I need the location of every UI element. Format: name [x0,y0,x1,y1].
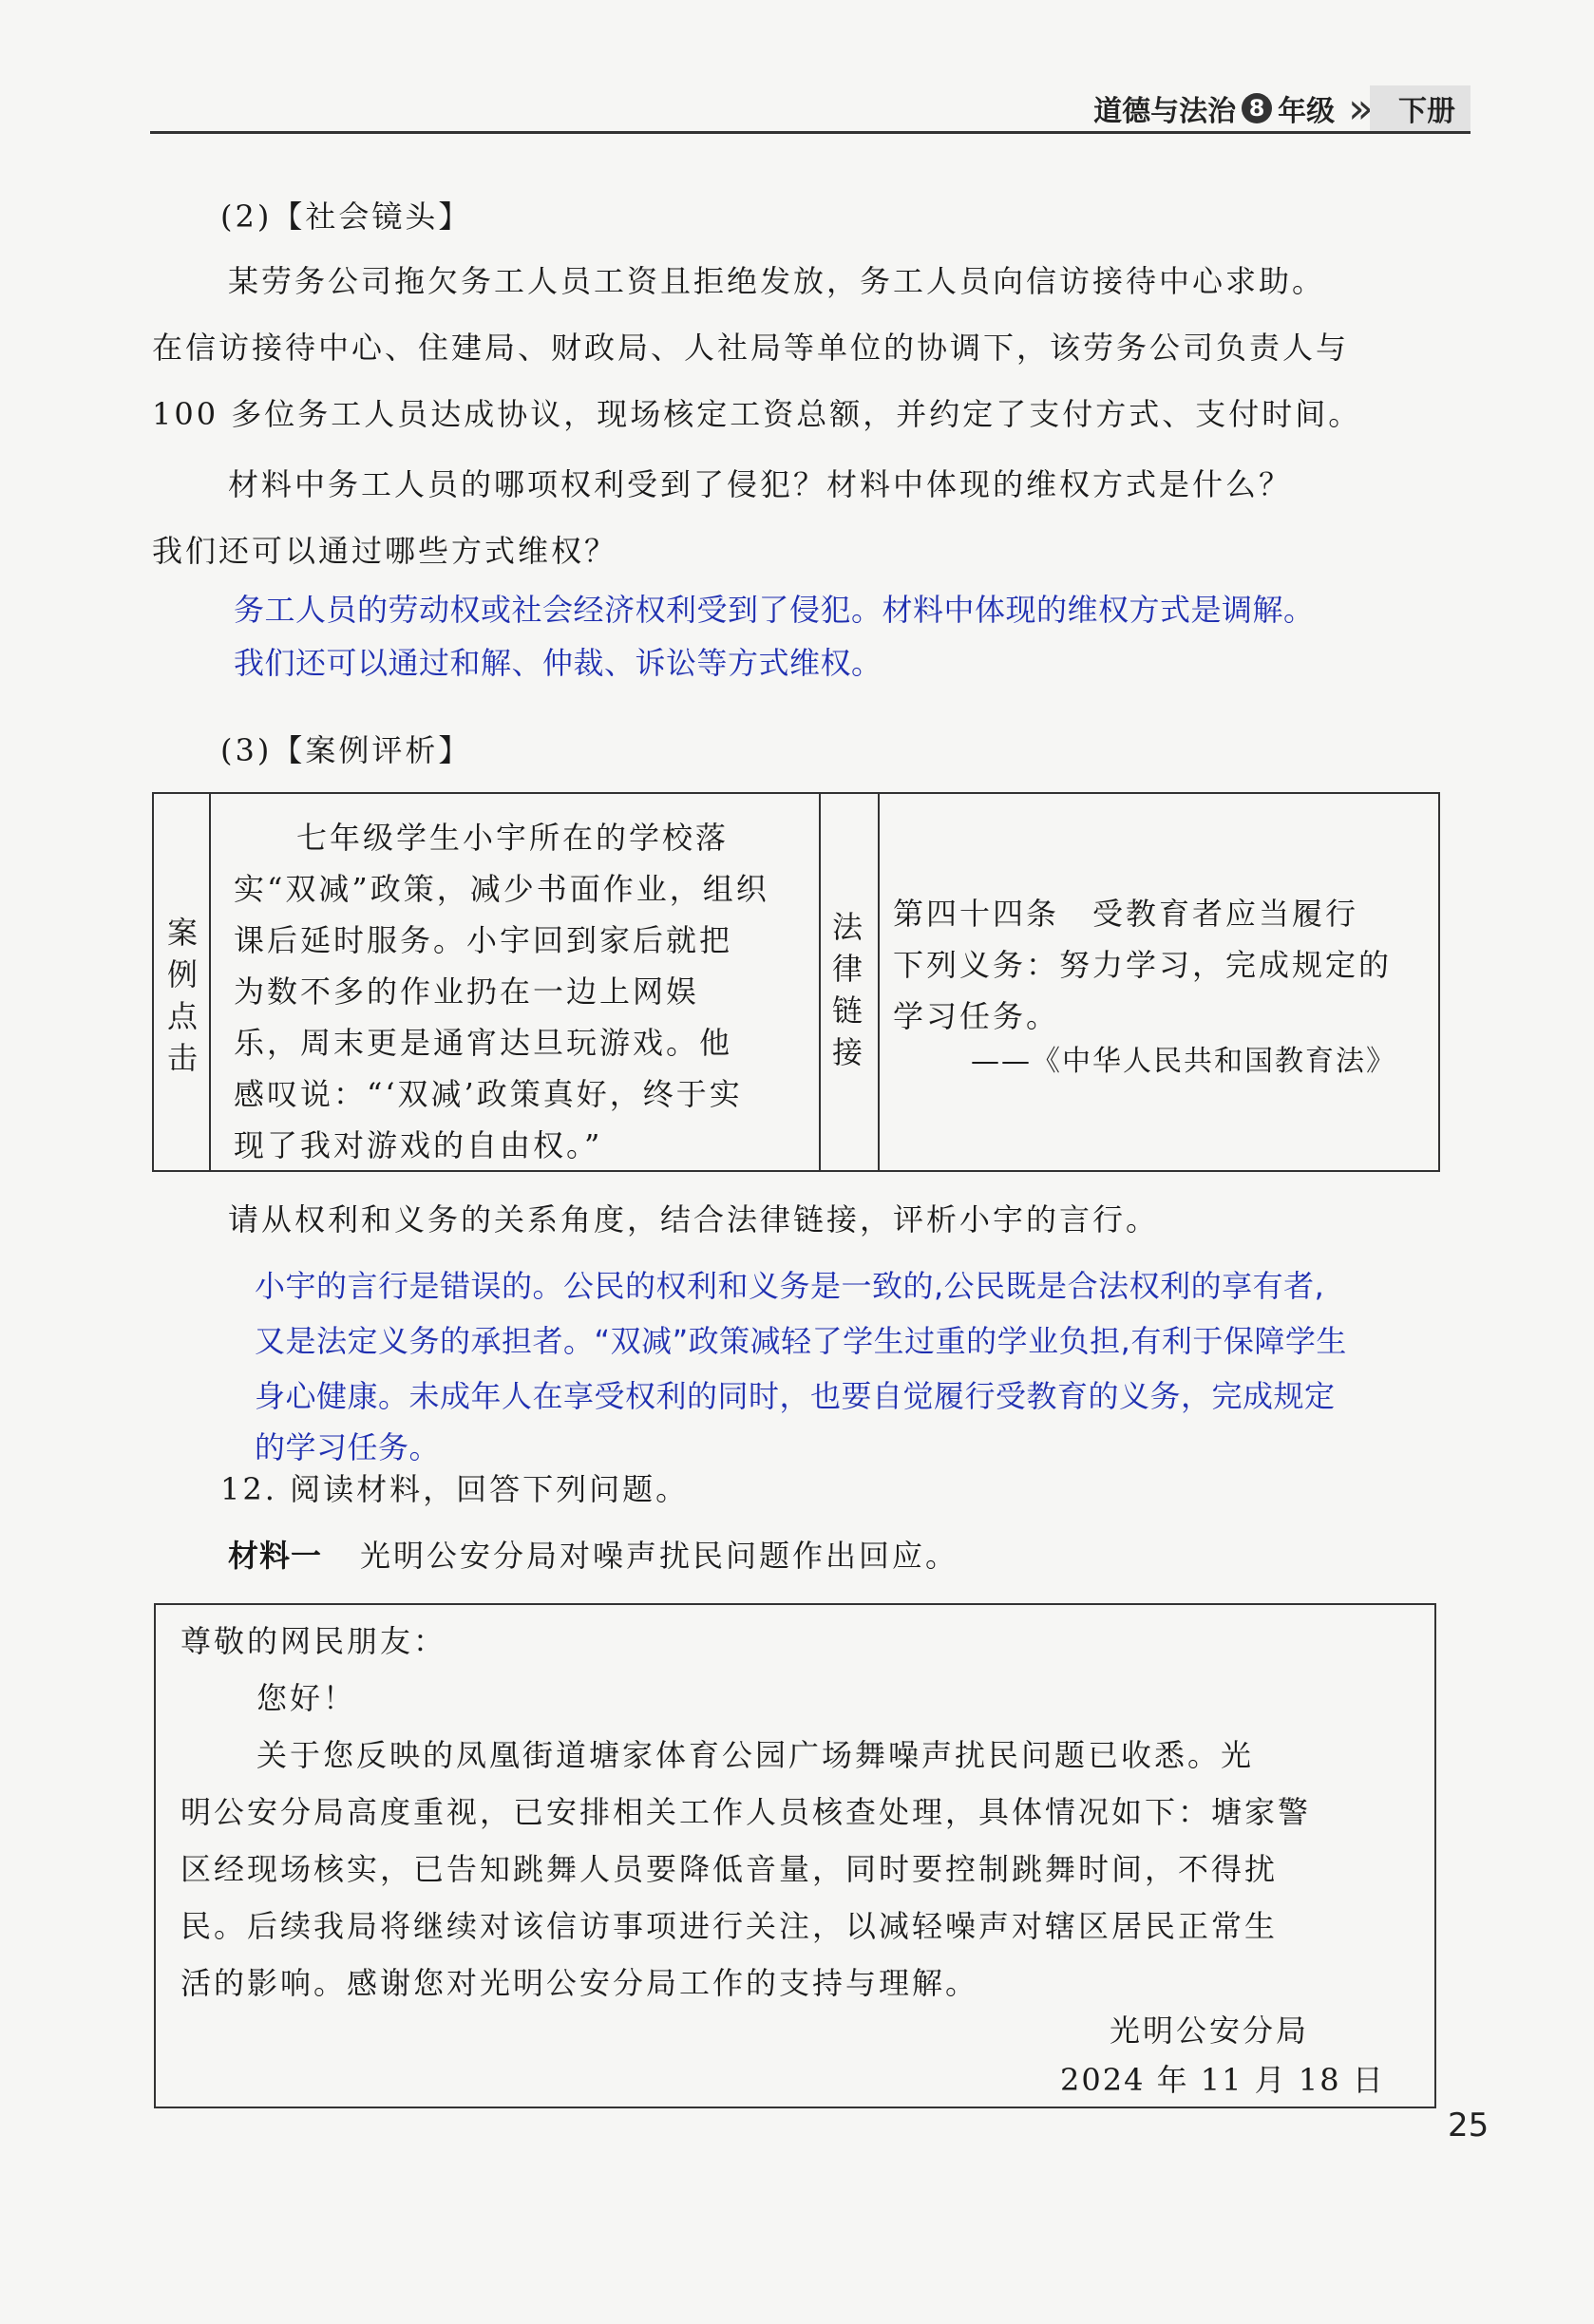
law-label-char: 律 [831,951,863,987]
double-chevron-icon: » [1348,84,1360,133]
law-label-char: 链 [831,992,863,1029]
q2-question-line-1: 材料中务工人员的哪项权利受到了侵犯？材料中体现的维权方式是什么？ [228,466,1293,502]
notice-greeting: 您好！ [256,1680,357,1716]
q12-title: 12. 阅读材料，回答下列问题。 [220,1471,690,1507]
case-label-char: 例 [166,956,198,992]
q2-title: (2)【社会镜头】 [220,198,472,235]
law-source: ——《中华人民共和国教育法》 [971,1045,1396,1078]
q3-question: 请从权利和义务的关系角度，结合法律链接，评析小宇的言行。 [228,1201,1160,1238]
law-text-line: 下列义务：努力学习，完成规定的 [893,947,1393,983]
case-text-line: 课后延时服务。小宇回到家后就把 [234,922,733,958]
police-notice-box [154,1603,1436,2108]
page-number: 25 [1448,2107,1490,2145]
q2-answer-line-2: 我们还可以通过和解、仲裁、诉讼等方式维权。 [234,645,882,681]
page-header [150,84,1471,134]
q3-answer-line-3: 身心健康。未成年人在享受权利的同时，也要自觉履行受教育的义务，完成规定 [255,1378,1336,1414]
q3-answer-line-1: 小宇的言行是错误的。公民的权利和义务是一致的,公民既是合法权利的享有者, [255,1268,1325,1304]
case-text-line: 感叹说：“‘双减’政策真好，终于实 [234,1076,743,1112]
law-label-char: 接 [831,1034,863,1070]
case-table [152,792,1440,1172]
header-grade: 年级 [1278,95,1336,128]
law-text-line: 第四十四条 受教育者应当履行 [893,896,1359,932]
header-subject: 道德与法治 [1093,95,1237,128]
q2-material-line-1: 某劳务公司拖欠务工人员工资且拒绝发放，务工人员向信访接待中心求助。 [228,263,1326,299]
q3-title: (3)【案例评析】 [220,732,472,768]
notice-body-line: 明公安分局高度重视，已安排相关工作人员核查处理，具体情况如下：塘家警 [180,1794,1312,1830]
notice-signature: 光明公安分局 [1110,2012,1310,2049]
q2-question-line-2: 我们还可以通过哪些方式维权？ [152,533,618,569]
case-label-char: 击 [166,1040,198,1076]
law-label-char: 法 [831,909,863,945]
q2-material-line-2: 在信访接待中心、住建局、财政局、人社局等单位的协调下，该劳务公司负责人与 [152,330,1350,366]
material-label: 材料一 [228,1538,323,1574]
case-text-line: 乐，周末更是通宵达旦玩游戏。他 [234,1025,733,1061]
case-text-line: 现了我对游戏的自由权。” [234,1127,603,1163]
notice-body-line: 活的影响。感谢您对光明公安分局工作的支持与理解。 [180,1965,979,2001]
case-text-line: 七年级学生小宇所在的学校落 [296,820,730,856]
case-label-char: 案 [166,915,198,951]
header-title-group [1093,84,1471,133]
q3-answer-line-2: 又是法定义务的承担者。“双减”政策减轻了学生过重的学业负担,有利于保障学生 [255,1323,1347,1359]
case-text-line: 实“双减”政策，减少书面作业，组织 [234,871,769,907]
q2-material-line-3: 100 多位务工人员达成协议，现场核定工资总额，并约定了支付方式、支付时间。 [152,396,1362,432]
notice-body-line: 区经现场核实，已告知跳舞人员要降低音量，同时要控制跳舞时间，不得扰 [180,1851,1279,1887]
notice-body-line: 关于您反映的凤凰街道塘家体育公园广场舞噪声扰民问题已收悉。光 [256,1737,1255,1773]
q2-answer-line-1: 务工人员的劳动权或社会经济权利受到了侵犯。材料中体现的维权方式是调解。 [234,592,1315,628]
notice-date: 2024 年 11 月 18 日 [1060,2062,1385,2098]
case-text-line: 为数不多的作业扔在一边上网娱 [234,973,700,1010]
grade-badge: 8 [1242,93,1272,123]
case-label-char: 点 [166,998,198,1034]
law-text-line: 学习任务。 [893,998,1060,1034]
notice-salutation: 尊敬的网民朋友： [180,1623,447,1659]
notice-body-line: 民。后续我局将继续对该信访事项进行关注，以减轻噪声对辖区居民正常生 [180,1908,1279,1944]
q12-material-intro [228,1537,958,1575]
q3-answer-line-4: 的学习任务。 [255,1429,441,1465]
material-intro-text: 光明公安分局对噪声扰民问题作出回应。 [360,1538,959,1574]
header-volume: 下册 [1370,85,1471,131]
